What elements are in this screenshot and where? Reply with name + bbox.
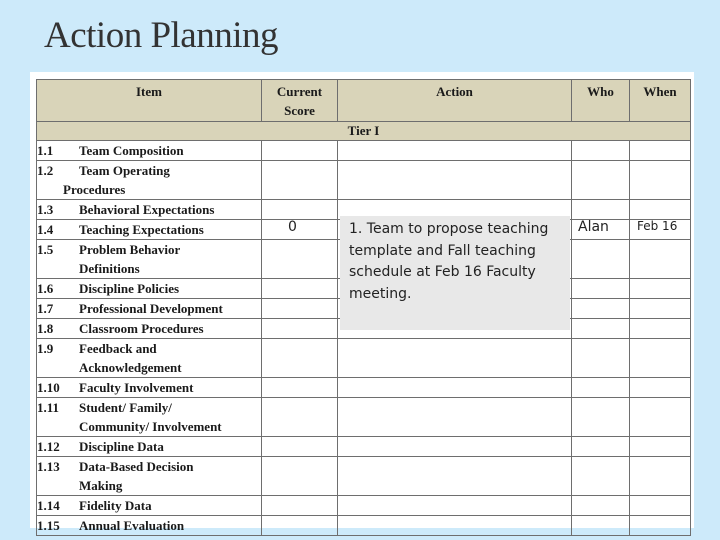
item-number: 1.1: [37, 143, 54, 158]
item-cell: [37, 496, 262, 516]
table-row: [37, 161, 691, 200]
when-cell[interactable]: [630, 398, 691, 437]
item-number: 1.7: [37, 301, 54, 316]
action-cell[interactable]: [338, 398, 572, 437]
item-cell: [37, 141, 262, 161]
item-label: Annual Evaluation: [79, 518, 185, 533]
score-cell[interactable]: [262, 319, 338, 339]
action-cell[interactable]: [338, 437, 572, 457]
item-number: 1.2: [37, 163, 54, 178]
header-item: Item: [37, 80, 262, 122]
score-cell[interactable]: [262, 161, 338, 200]
who-cell[interactable]: [572, 378, 630, 398]
who-cell[interactable]: [572, 496, 630, 516]
score-cell[interactable]: [262, 339, 338, 378]
score-cell[interactable]: [262, 516, 338, 536]
item-cell: [37, 378, 262, 398]
table-row: [37, 398, 691, 437]
score-cell[interactable]: [262, 398, 338, 437]
score-cell[interactable]: [262, 240, 338, 279]
when-cell[interactable]: [630, 457, 691, 496]
item-label: Classroom Procedures: [79, 321, 204, 336]
table-row: [37, 339, 691, 378]
when-cell[interactable]: [630, 378, 691, 398]
item-cell: [37, 279, 262, 299]
score-cell[interactable]: [262, 378, 338, 398]
item-cell: [37, 319, 262, 339]
score-cell[interactable]: [262, 496, 338, 516]
item-number: 1.8: [37, 321, 54, 336]
item-label-continued: Making: [79, 478, 123, 493]
table-row: [37, 378, 691, 398]
header-score-line1: Current: [276, 84, 323, 99]
who-cell[interactable]: [572, 339, 630, 378]
when-cell[interactable]: [630, 240, 691, 279]
item-number: 1.9: [37, 341, 54, 356]
who-cell[interactable]: [572, 279, 630, 299]
when-cell[interactable]: [630, 339, 691, 378]
who-cell[interactable]: [572, 200, 630, 220]
who-cell[interactable]: [572, 398, 630, 437]
when-cell[interactable]: [630, 496, 691, 516]
item-label-continued: Acknowledgement: [79, 360, 182, 375]
item-number: 1.3: [37, 202, 54, 217]
item-label: Student/ Family/: [79, 400, 172, 415]
item-number: 1.10: [37, 380, 60, 395]
item-cell: [37, 299, 262, 319]
who-value[interactable]: Alan: [578, 219, 609, 235]
who-cell[interactable]: [572, 437, 630, 457]
header-current-score: [262, 80, 338, 122]
item-number: 1.6: [37, 281, 54, 296]
item-number: 1.13: [37, 459, 60, 474]
item-cell: [37, 339, 262, 378]
tier-label: Tier I: [37, 122, 691, 141]
page-title: Action Planning: [44, 15, 279, 56]
tier-row: [37, 122, 691, 141]
item-number: 1.5: [37, 242, 54, 257]
action-cell[interactable]: [338, 457, 572, 496]
when-cell[interactable]: [630, 437, 691, 457]
item-label: Fidelity Data: [79, 498, 152, 513]
who-cell[interactable]: [572, 299, 630, 319]
header-when: When: [630, 80, 691, 122]
item-label: Faculty Involvement: [79, 380, 194, 395]
action-cell[interactable]: [338, 141, 572, 161]
item-label: Team Operating: [79, 163, 170, 178]
item-number: 1.11: [37, 400, 60, 415]
who-cell[interactable]: [572, 240, 630, 279]
item-number: 1.12: [37, 439, 60, 454]
table-row: [37, 141, 691, 161]
item-label: Teaching Expectations: [79, 222, 204, 237]
action-cell[interactable]: [338, 496, 572, 516]
table-header-row: [37, 80, 691, 122]
item-label: Behavioral Expectations: [79, 202, 215, 217]
when-cell[interactable]: [630, 279, 691, 299]
when-cell[interactable]: [630, 299, 691, 319]
item-number: 1.4: [37, 222, 54, 237]
item-label: Feedback and: [79, 341, 157, 356]
item-label: Professional Development: [79, 301, 223, 316]
when-cell[interactable]: [630, 516, 691, 536]
who-cell[interactable]: [572, 516, 630, 536]
action-cell[interactable]: [338, 339, 572, 378]
item-label: Data-Based Decision: [79, 459, 194, 474]
action-cell[interactable]: [338, 378, 572, 398]
action-cell[interactable]: [338, 161, 572, 200]
table-row: [37, 496, 691, 516]
item-cell: [37, 220, 262, 240]
header-who: Who: [572, 80, 630, 122]
item-cell: [37, 161, 262, 200]
item-label: Team Composition: [79, 143, 184, 158]
when-cell[interactable]: [630, 319, 691, 339]
score-cell[interactable]: [262, 437, 338, 457]
item-number: 1.15: [37, 518, 60, 533]
action-text-box[interactable]: 1. Team to propose teaching template and Fall teaching schedule at Feb 16 Faculty meeting.: [340, 216, 570, 330]
item-cell: [37, 516, 262, 536]
score-cell[interactable]: [262, 220, 338, 240]
current-score-value[interactable]: 0: [288, 219, 297, 235]
item-label-continued: Procedures: [63, 182, 126, 197]
who-cell[interactable]: [572, 319, 630, 339]
score-cell[interactable]: [262, 299, 338, 319]
score-cell[interactable]: [262, 141, 338, 161]
item-cell: [37, 240, 262, 279]
table-row: [37, 516, 691, 536]
who-cell[interactable]: [572, 161, 630, 200]
score-cell[interactable]: [262, 457, 338, 496]
item-cell: [37, 457, 262, 496]
when-cell[interactable]: [630, 200, 691, 220]
item-cell: [37, 437, 262, 457]
action-cell[interactable]: [338, 516, 572, 536]
item-label: Discipline Data: [79, 439, 164, 454]
item-label-continued: Community/ Involvement: [79, 419, 222, 434]
who-cell[interactable]: [572, 457, 630, 496]
header-action: Action: [338, 80, 572, 122]
score-cell[interactable]: [262, 279, 338, 299]
when-value[interactable]: Feb 16: [637, 219, 678, 233]
item-label-continued: Definitions: [79, 261, 140, 276]
item-label: Problem Behavior: [79, 242, 181, 257]
table-row: [37, 437, 691, 457]
item-cell: [37, 398, 262, 437]
table-row: [37, 457, 691, 496]
item-cell: [37, 200, 262, 220]
when-cell[interactable]: [630, 141, 691, 161]
who-cell[interactable]: [572, 141, 630, 161]
item-number: 1.14: [37, 498, 60, 513]
when-cell[interactable]: [630, 161, 691, 200]
item-label: Discipline Policies: [79, 281, 180, 296]
header-score-line2: Score: [284, 103, 315, 118]
score-cell[interactable]: [262, 200, 338, 220]
